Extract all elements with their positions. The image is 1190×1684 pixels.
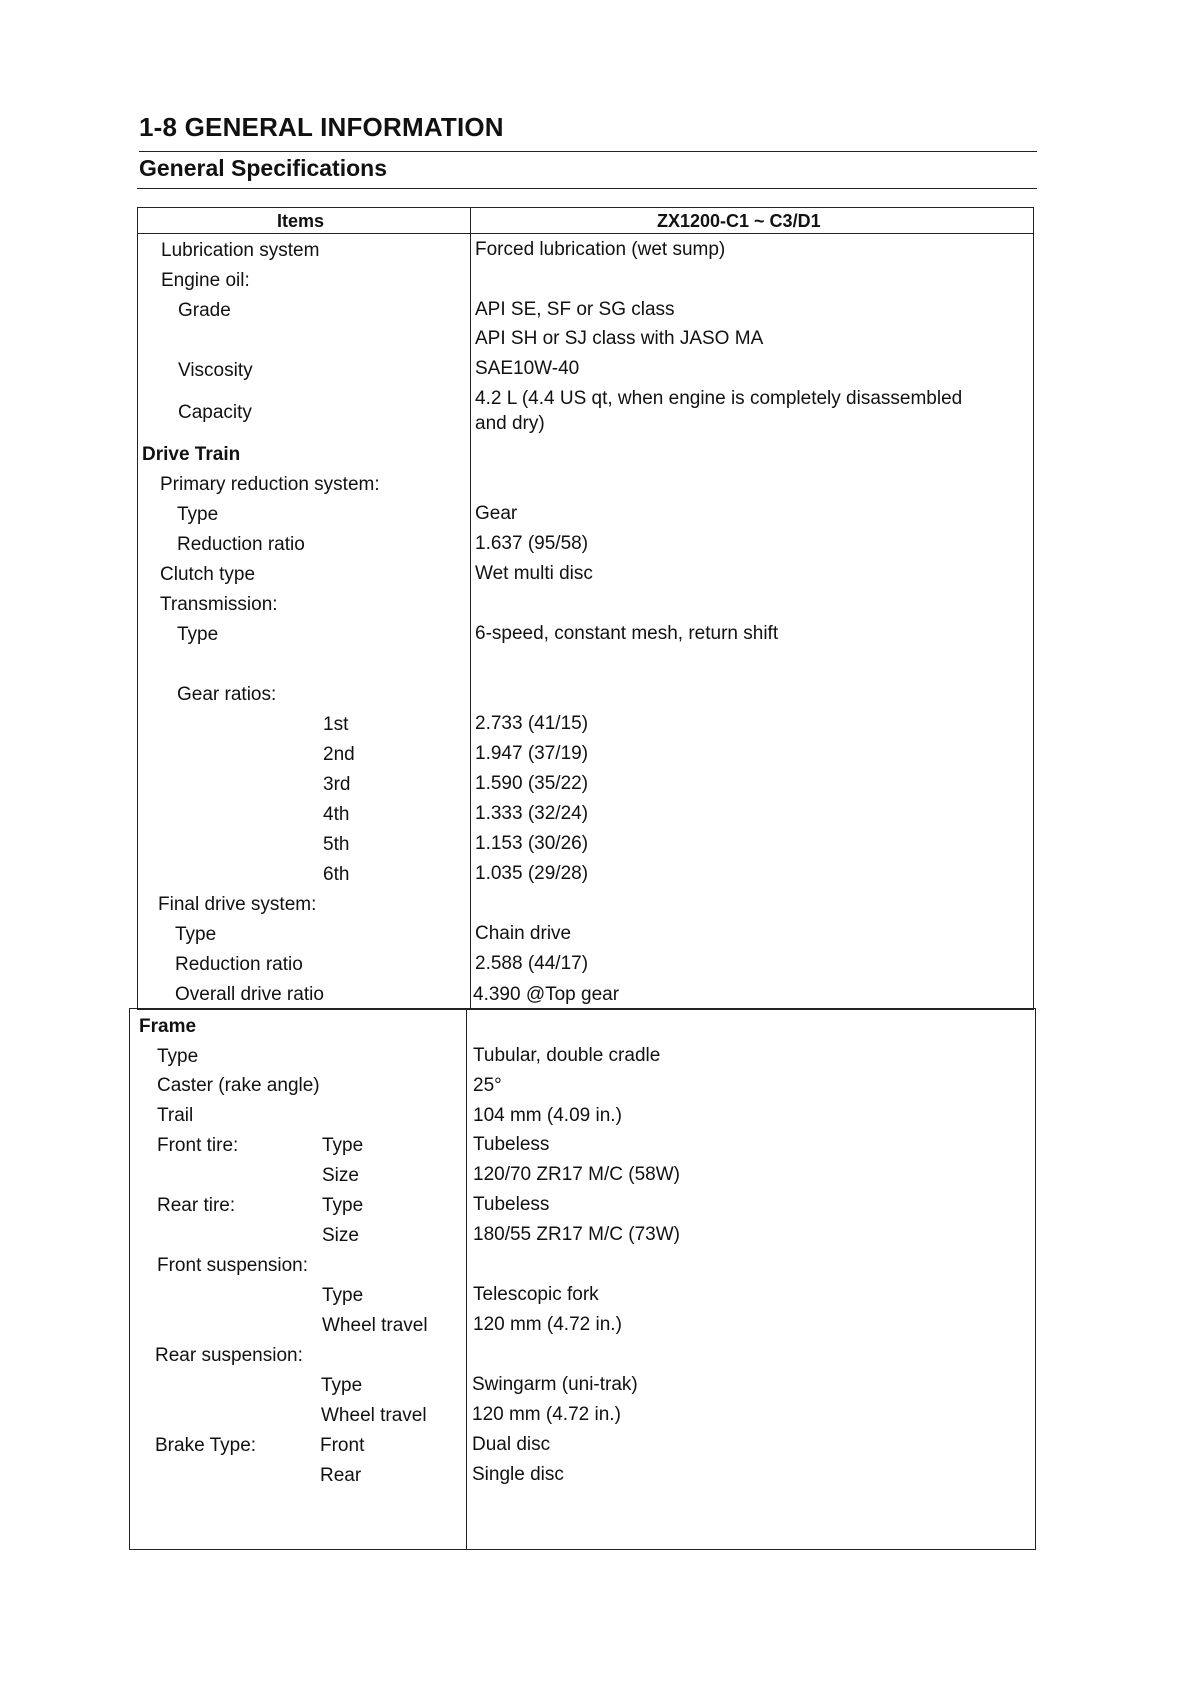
row-label-final-type: Type — [175, 924, 217, 945]
row-value-viscosity: SAE10W-40 — [475, 358, 580, 379]
row-label-frame-type: Type — [157, 1046, 199, 1067]
row-value-lubrication-system: Forced lubrication (wet sump) — [475, 239, 726, 260]
row-value-rear-susp-type: Swingarm (uni-trak) — [472, 1374, 638, 1395]
row-label-lubrication-system: Lubrication system — [161, 240, 320, 261]
row-value-gear-4: 1.333 (32/24) — [475, 803, 589, 824]
row-label-caster: Caster (rake angle) — [157, 1075, 320, 1096]
row-label-gear-4: 4th — [323, 804, 350, 825]
row-value-front-tire-size: 120/70 ZR17 M/C (58W) — [473, 1164, 680, 1185]
row-label-viscosity: Viscosity — [178, 360, 253, 381]
row-value-rear-tire-type: Tubeless — [473, 1194, 550, 1215]
subtitle-rule — [137, 188, 1037, 189]
row-label-transmission-type: Type — [177, 624, 219, 645]
row-label-rear-suspension: Rear suspension: — [155, 1345, 303, 1366]
row-value-gear-2: 1.947 (37/19) — [475, 743, 589, 764]
row-value-gear-5: 1.153 (30/26) — [475, 833, 589, 854]
column-divider-upper — [470, 207, 471, 1010]
row-label-gear-5: 5th — [323, 834, 350, 855]
row-value-rear-susp-travel: 120 mm (4.72 in.) — [472, 1404, 621, 1425]
row-label-gear-1: 1st — [323, 714, 349, 735]
row-label-primary-type: Type — [177, 504, 219, 525]
row-sublabel-brake-rear: Rear — [320, 1465, 362, 1486]
row-label-engine-oil: Engine oil: — [161, 270, 250, 291]
row-value-front-tire-type: Tubeless — [473, 1134, 550, 1155]
row-label-gear-6: 6th — [323, 864, 350, 885]
row-value-transmission-type: 6-speed, constant mesh, return shift — [475, 623, 779, 644]
row-sublabel-front-susp-type: Type — [322, 1285, 364, 1306]
row-sublabel-rear-susp-travel: Wheel travel — [321, 1405, 427, 1426]
row-label-final-drive: Final drive system: — [158, 894, 317, 915]
row-value-brake-front: Dual disc — [472, 1434, 551, 1455]
row-label-final-ratio: Reduction ratio — [175, 954, 303, 975]
row-value-gear-6: 1.035 (29/28) — [475, 863, 589, 884]
row-value-caster: 25° — [473, 1075, 502, 1096]
row-value-grade-2: API SH or SJ class with JASO MA — [475, 328, 764, 349]
title-rule — [139, 151, 1037, 152]
row-label-brake-type: Brake Type: — [155, 1435, 257, 1456]
row-label-grade: Grade — [178, 300, 231, 321]
row-sublabel-front-tire-size: Size — [322, 1165, 359, 1186]
row-sublabel-rear-tire-type: Type — [322, 1195, 364, 1216]
row-label-gear-ratios: Gear ratios: — [177, 684, 277, 705]
row-value-capacity: 4.2 L (4.4 US qt, when engine is completely disassembled — [475, 388, 963, 409]
row-label-drive-train: Drive Train — [142, 444, 241, 465]
row-label-gear-3: 3rd — [323, 774, 351, 795]
row-value-primary-type: Gear — [475, 503, 518, 524]
section-title: 1-8 GENERAL INFORMATION — [139, 112, 504, 142]
row-value-grade: API SE, SF or SG class — [475, 299, 675, 320]
row-value-frame-type: Tubular, double cradle — [473, 1045, 661, 1066]
row-value-front-susp-type: Telescopic fork — [473, 1284, 599, 1305]
row-sublabel-brake-front: Front — [320, 1435, 365, 1456]
row-label-primary-reduction: Primary reduction system: — [160, 474, 380, 495]
row-label-primary-ratio: Reduction ratio — [177, 534, 305, 555]
row-value-primary-ratio: 1.637 (95/58) — [475, 533, 589, 554]
row-value-gear-1: 2.733 (41/15) — [475, 713, 589, 734]
row-label-clutch-type: Clutch type — [160, 564, 256, 585]
row-value-final-type: Chain drive — [475, 923, 572, 944]
row-value-overall-ratio: 4.390 @Top gear — [473, 984, 620, 1005]
row-sublabel-rear-tire-size: Size — [322, 1225, 359, 1246]
row-sublabel-front-tire-type: Type — [322, 1135, 364, 1156]
column-header-items: Items — [277, 211, 325, 231]
row-label-frame: Frame — [139, 1016, 197, 1037]
row-label-rear-tire: Rear tire: — [157, 1195, 236, 1216]
row-value-capacity-2: and dry) — [475, 413, 545, 434]
row-sublabel-front-susp-travel: Wheel travel — [322, 1315, 428, 1336]
row-label-front-tire: Front tire: — [157, 1135, 239, 1156]
row-sublabel-rear-susp-type: Type — [321, 1375, 363, 1396]
column-divider-lower — [466, 1008, 467, 1550]
row-value-gear-3: 1.590 (35/22) — [475, 773, 589, 794]
column-header-model: ZX1200-C1 ~ C3/D1 — [657, 211, 821, 231]
row-label-trail: Trail — [157, 1105, 194, 1126]
row-value-clutch-type: Wet multi disc — [475, 563, 593, 584]
row-label-transmission: Transmission: — [160, 594, 278, 615]
row-value-trail: 104 mm (4.09 in.) — [473, 1105, 622, 1126]
row-label-gear-2: 2nd — [323, 744, 355, 765]
row-label-front-suspension: Front suspension: — [157, 1255, 309, 1276]
page-subtitle: General Specifications — [139, 155, 387, 181]
row-value-rear-tire-size: 180/55 ZR17 M/C (73W) — [473, 1224, 680, 1245]
row-label-overall-ratio: Overall drive ratio — [175, 984, 324, 1005]
row-value-front-susp-travel: 120 mm (4.72 in.) — [473, 1314, 622, 1335]
header-rule — [137, 233, 1034, 234]
row-value-brake-rear: Single disc — [472, 1464, 564, 1485]
row-label-capacity: Capacity — [178, 402, 252, 423]
row-value-final-ratio: 2.588 (44/17) — [475, 953, 589, 974]
